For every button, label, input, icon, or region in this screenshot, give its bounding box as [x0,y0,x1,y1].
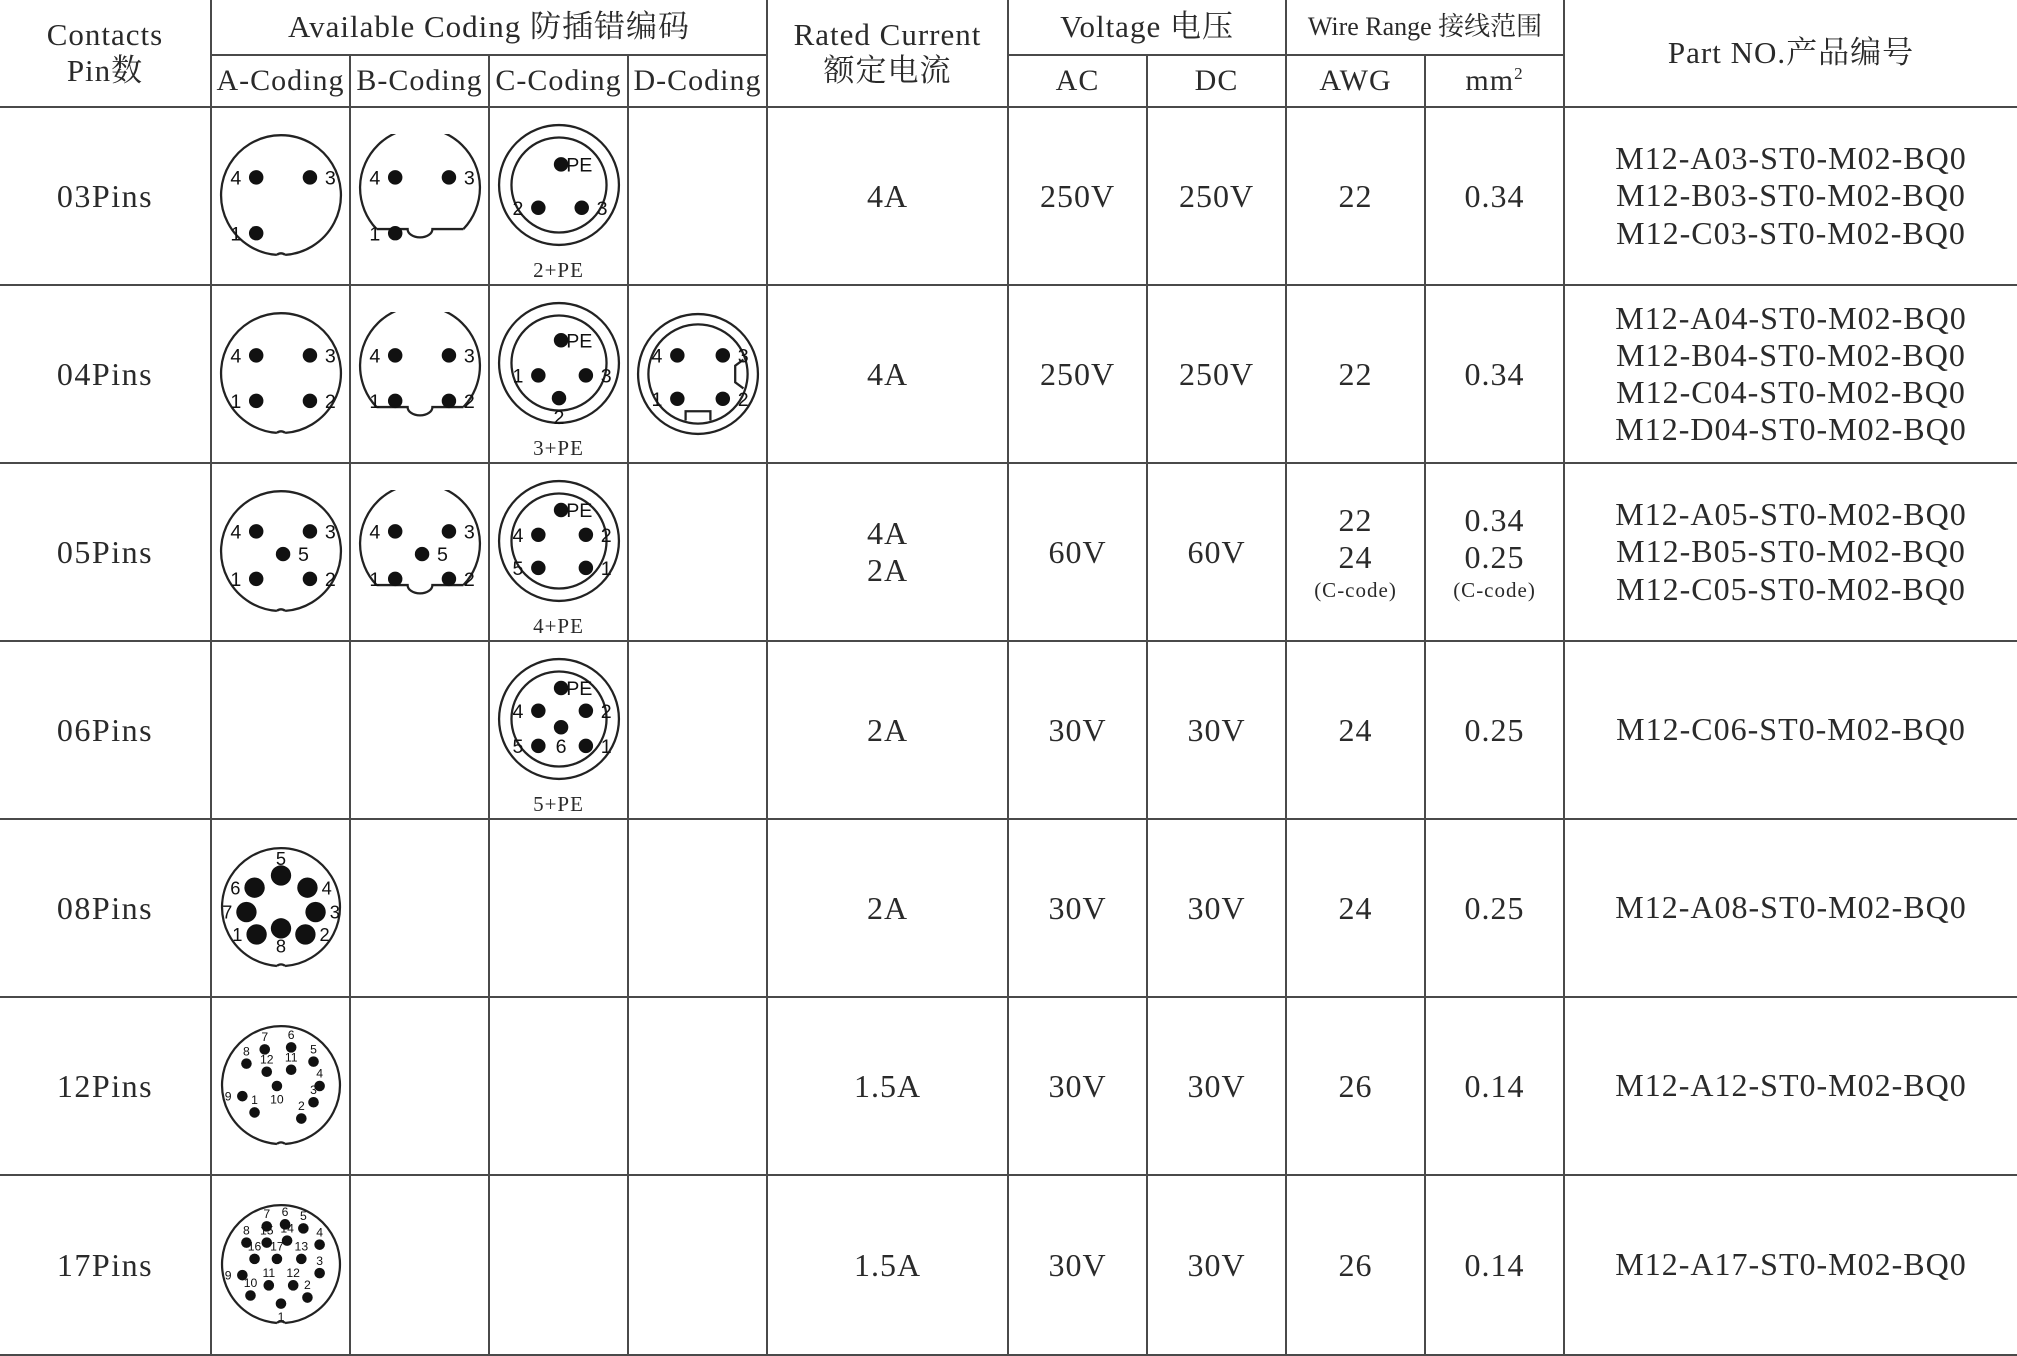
svg-text:2: 2 [737,388,749,411]
coding-cell-d [628,819,767,997]
svg-text:1: 1 [368,390,380,413]
header-d-coding: D-Coding [628,55,767,107]
svg-text:9: 9 [224,1089,232,1104]
svg-text:3: 3 [596,197,608,220]
svg-text:5: 5 [275,847,286,869]
coding-cell-a [211,819,350,997]
part-number: M12-C06-ST0-M02-BQ0 [1616,711,1966,748]
svg-text:1: 1 [229,568,241,591]
coding-cell-d [628,463,767,641]
coding-cell-b [350,107,489,285]
svg-text:2: 2 [319,924,330,946]
svg-text:4: 4 [229,521,241,544]
voltage-dc: 30V [1147,819,1286,997]
current-value: 1.5A [853,1067,922,1104]
svg-text:5: 5 [299,1209,307,1224]
pin-count: 12Pins [0,997,211,1175]
part-number: M12-A04-ST0-M02-BQ0 [1615,299,1967,336]
svg-text:7: 7 [262,1207,270,1222]
svg-text:PE: PE [565,330,592,353]
awg-value: 24 [1338,711,1373,748]
voltage-ac: 30V [1008,641,1147,819]
svg-text:1: 1 [600,735,612,758]
wire-awg [1286,463,1425,641]
svg-text:2: 2 [463,390,475,413]
svg-text:10: 10 [243,1276,257,1291]
rated-current [767,463,1008,641]
coding-caption: 2+PE [533,257,584,282]
coding-cell-c [489,997,628,1175]
svg-text:3: 3 [737,345,749,368]
voltage-ac: 30V [1008,819,1147,997]
connector-diagram-04-c [497,301,621,425]
svg-text:2: 2 [511,197,523,220]
svg-text:4: 4 [315,1225,323,1240]
voltage-dc: 250V [1147,107,1286,285]
voltage-dc: 30V [1147,997,1286,1175]
part-numbers [1564,819,2017,997]
svg-text:16: 16 [247,1239,261,1254]
connector-diagram-03-a [219,134,343,258]
pin-count: 04Pins [0,285,211,463]
coding-cell-b [350,1175,489,1355]
connector-diagram-05-c [497,479,621,603]
svg-text:3: 3 [463,167,475,190]
svg-text:PE: PE [565,154,592,177]
svg-text:1: 1 [231,924,242,946]
svg-text:7: 7 [260,1030,268,1045]
header-dc: DC [1147,55,1286,107]
table-row [0,285,2017,463]
mm2-value: 0.25 [1464,889,1525,926]
mm2-value: 0.25 [1464,711,1525,748]
coding-cell-a [211,997,350,1175]
svg-text:5: 5 [309,1042,317,1057]
rated-current [767,819,1008,997]
svg-text:17: 17 [269,1239,284,1254]
table-row [0,641,2017,819]
rated-current [767,285,1008,463]
header-current [767,0,1008,107]
svg-text:1: 1 [511,365,523,388]
svg-text:1: 1 [368,568,380,591]
svg-text:5: 5 [511,557,523,580]
voltage-dc: 30V [1147,1175,1286,1355]
coding-cell-d [628,641,767,819]
header-voltage: Voltage 电压 [1008,0,1286,55]
part-number: M12-A17-ST0-M02-BQ0 [1615,1246,1967,1283]
awg-value: 26 [1338,1067,1373,1104]
wire-awg [1286,1175,1425,1355]
svg-text:2: 2 [463,568,475,591]
pin-count: 03Pins [0,107,211,285]
svg-text:1: 1 [650,388,662,411]
svg-text:11: 11 [261,1265,275,1280]
svg-text:3: 3 [324,521,336,544]
part-numbers [1564,641,2017,819]
voltage-ac: 250V [1008,285,1147,463]
mm2-value: 0.14 [1464,1246,1525,1283]
svg-text:4: 4 [368,345,380,368]
svg-text:12: 12 [259,1052,274,1067]
table-row [0,1175,2017,1355]
coding-cell-c [489,107,628,285]
awg-note: (C-code) [1314,577,1397,602]
mm2-value: 0.34 [1464,355,1525,392]
svg-text:2: 2 [600,700,612,723]
svg-text:11: 11 [284,1050,297,1065]
current-value: 2A [866,711,909,748]
svg-text:4: 4 [368,521,380,544]
svg-text:1: 1 [368,223,380,246]
pin-count: 17Pins [0,1175,211,1355]
connector-diagram-04-b [358,312,482,436]
svg-text:PE: PE [565,678,592,701]
awg-value: 22 [1338,177,1373,214]
wire-awg [1286,107,1425,285]
header-current-en: Rated Current [793,17,982,53]
wire-mm2 [1425,1175,1564,1355]
svg-text:2: 2 [600,524,612,547]
connector-diagram-12-a [220,1025,342,1147]
pin-count: 08Pins [0,819,211,997]
table-row [0,463,2017,641]
svg-text:10: 10 [269,1092,284,1107]
wire-mm2 [1425,641,1564,819]
voltage-ac: 30V [1008,1175,1147,1355]
part-number: M12-D04-ST0-M02-BQ0 [1615,411,1967,448]
svg-text:3: 3 [463,345,475,368]
mm2-value: 0.34 [1464,177,1525,214]
svg-text:6: 6 [287,1028,295,1043]
svg-text:6: 6 [229,877,240,899]
header-current-cn: 额定电流 [823,53,952,88]
svg-text:4: 4 [229,167,241,190]
voltage-dc: 250V [1147,285,1286,463]
svg-text:1: 1 [229,390,241,413]
coding-cell-d [628,1175,767,1355]
header-awg: AWG [1286,55,1425,107]
connector-diagram-03-c [497,123,621,247]
mm2-value: 0.14 [1464,1067,1525,1104]
voltage-dc: 60V [1147,463,1286,641]
svg-text:2: 2 [324,568,336,591]
svg-text:2: 2 [303,1278,311,1293]
wire-awg [1286,997,1425,1175]
svg-text:5: 5 [436,544,448,567]
coding-caption: 5+PE [533,791,584,816]
svg-text:4: 4 [368,167,380,190]
svg-text:4: 4 [229,345,241,368]
coding-cell-a [211,285,350,463]
svg-text:4: 4 [650,345,662,368]
part-number: M12-A05-ST0-M02-BQ0 [1615,496,1967,533]
awg-value: 22 [1338,355,1373,392]
svg-text:14: 14 [279,1221,294,1236]
part-number: M12-C03-ST0-M02-BQ0 [1616,214,1966,251]
wire-mm2 [1425,997,1564,1175]
svg-text:3: 3 [309,1082,317,1097]
wire-mm2 [1425,463,1564,641]
svg-text:8: 8 [275,935,286,957]
svg-text:3: 3 [324,345,336,368]
svg-text:12: 12 [285,1265,300,1280]
svg-text:3: 3 [329,901,340,923]
part-number: M12-A03-ST0-M02-BQ0 [1615,140,1967,177]
connector-diagram-17-a [220,1204,342,1326]
svg-text:5: 5 [511,735,523,758]
svg-text:9: 9 [224,1268,232,1283]
pin-count: 05Pins [0,463,211,641]
awg-value: 22 [1338,502,1373,539]
header-wire-range: Wire Range 接线范围 [1286,0,1564,55]
svg-text:8: 8 [242,1044,250,1059]
header-coding: Available Coding 防插错编码 [211,0,767,55]
wire-awg [1286,819,1425,997]
header-b-coding: B-Coding [350,55,489,107]
pin-count: 06Pins [0,641,211,819]
svg-text:13: 13 [294,1239,308,1254]
current-value: 2A [866,889,909,926]
header-mm2 [1425,55,1564,107]
svg-text:3: 3 [463,521,475,544]
connector-diagram-05-b [358,490,482,614]
connector-diagram-08-a [220,847,342,969]
current-value: 2A [866,552,909,588]
header-a-coding: A-Coding [211,55,350,107]
header-row-1 [0,0,2017,55]
part-numbers [1564,107,2017,285]
coding-cell-c [489,463,628,641]
coding-cell-b [350,463,489,641]
current-value: 4A [866,177,909,214]
svg-text:15: 15 [259,1223,274,1238]
coding-cell-b [350,285,489,463]
coding-cell-c [489,1175,628,1355]
svg-text:3: 3 [324,167,336,190]
table-row [0,107,2017,285]
part-number: M12-C05-ST0-M02-BQ0 [1616,570,1966,607]
svg-text:4: 4 [315,1066,323,1081]
svg-text:1: 1 [600,557,612,580]
svg-text:1: 1 [250,1093,258,1108]
coding-cell-b [350,997,489,1175]
part-number: M12-C04-ST0-M02-BQ0 [1616,374,1966,410]
svg-text:4: 4 [511,524,523,547]
coding-cell-a [211,641,350,819]
awg-value: 26 [1338,1246,1373,1283]
header-c-coding: C-Coding [489,55,628,107]
connector-diagram-04-d [636,312,760,436]
svg-text:6: 6 [281,1204,288,1219]
svg-text:1: 1 [277,1310,284,1325]
svg-text:5: 5 [297,544,309,567]
coding-cell-a [211,1175,350,1355]
mm2-note: (C-code) [1453,577,1536,602]
part-number: M12-B03-ST0-M02-BQ0 [1616,177,1966,214]
svg-text:3: 3 [315,1253,323,1268]
header-contacts-en: Contacts [46,17,164,53]
coding-cell-a [211,107,350,285]
svg-text:7: 7 [221,901,232,923]
current-value: 1.5A [853,1246,922,1283]
connector-diagram-03-b [358,134,482,258]
part-numbers [1564,463,2017,641]
header-mm-sup: 2 [1514,63,1524,83]
current-value: 4A [866,355,909,392]
rated-current [767,997,1008,1175]
coding-cell-d [628,997,767,1175]
table-row [0,819,2017,997]
svg-text:2: 2 [297,1099,305,1114]
header-part-no: Part NO.产品编号 [1564,0,2017,107]
coding-cell-b [350,641,489,819]
connector-diagram-04-a [219,312,343,436]
coding-cell-d [628,107,767,285]
coding-cell-c [489,819,628,997]
svg-text:1: 1 [229,223,241,246]
svg-text:2: 2 [553,406,564,425]
awg-value: 24 [1338,538,1373,575]
header-contacts [0,0,211,107]
part-number: M12-B04-ST0-M02-BQ0 [1616,336,1966,373]
part-numbers [1564,285,2017,463]
coding-caption: 3+PE [533,435,584,460]
part-numbers [1564,1175,2017,1355]
svg-text:3: 3 [600,365,612,388]
wire-mm2 [1425,107,1564,285]
svg-text:8: 8 [242,1223,250,1238]
coding-cell-b [350,819,489,997]
awg-value: 24 [1338,889,1373,926]
coding-cell-d [628,285,767,463]
connector-diagram-06-c [497,657,621,781]
rated-current [767,107,1008,285]
mm2-value: 0.34 [1464,502,1525,539]
voltage-ac: 250V [1008,107,1147,285]
wire-awg [1286,285,1425,463]
svg-text:PE: PE [565,500,592,523]
svg-text:4: 4 [511,700,523,723]
voltage-dc: 30V [1147,641,1286,819]
part-number: M12-B05-ST0-M02-BQ0 [1616,533,1966,570]
mm2-value: 0.25 [1464,538,1525,575]
current-value: 4A [866,515,909,552]
voltage-ac: 60V [1008,463,1147,641]
part-number: M12-A12-ST0-M02-BQ0 [1615,1067,1967,1104]
coding-caption: 4+PE [533,613,584,638]
svg-text:4: 4 [321,877,332,899]
connector-diagram-05-a [219,490,343,614]
header-contacts-cn: Pin数 [66,53,144,88]
coding-cell-c [489,641,628,819]
header-mm: mm [1465,63,1515,97]
rated-current [767,641,1008,819]
wire-awg [1286,641,1425,819]
part-number: M12-A08-ST0-M02-BQ0 [1615,889,1967,926]
header-ac: AC [1008,55,1147,107]
coding-cell-c [489,285,628,463]
wire-mm2 [1425,285,1564,463]
wire-mm2 [1425,819,1564,997]
rated-current [767,1175,1008,1355]
voltage-ac: 30V [1008,997,1147,1175]
svg-text:6: 6 [555,735,567,758]
coding-cell-a [211,463,350,641]
table-row [0,997,2017,1175]
part-numbers [1564,997,2017,1175]
svg-text:2: 2 [324,390,336,413]
